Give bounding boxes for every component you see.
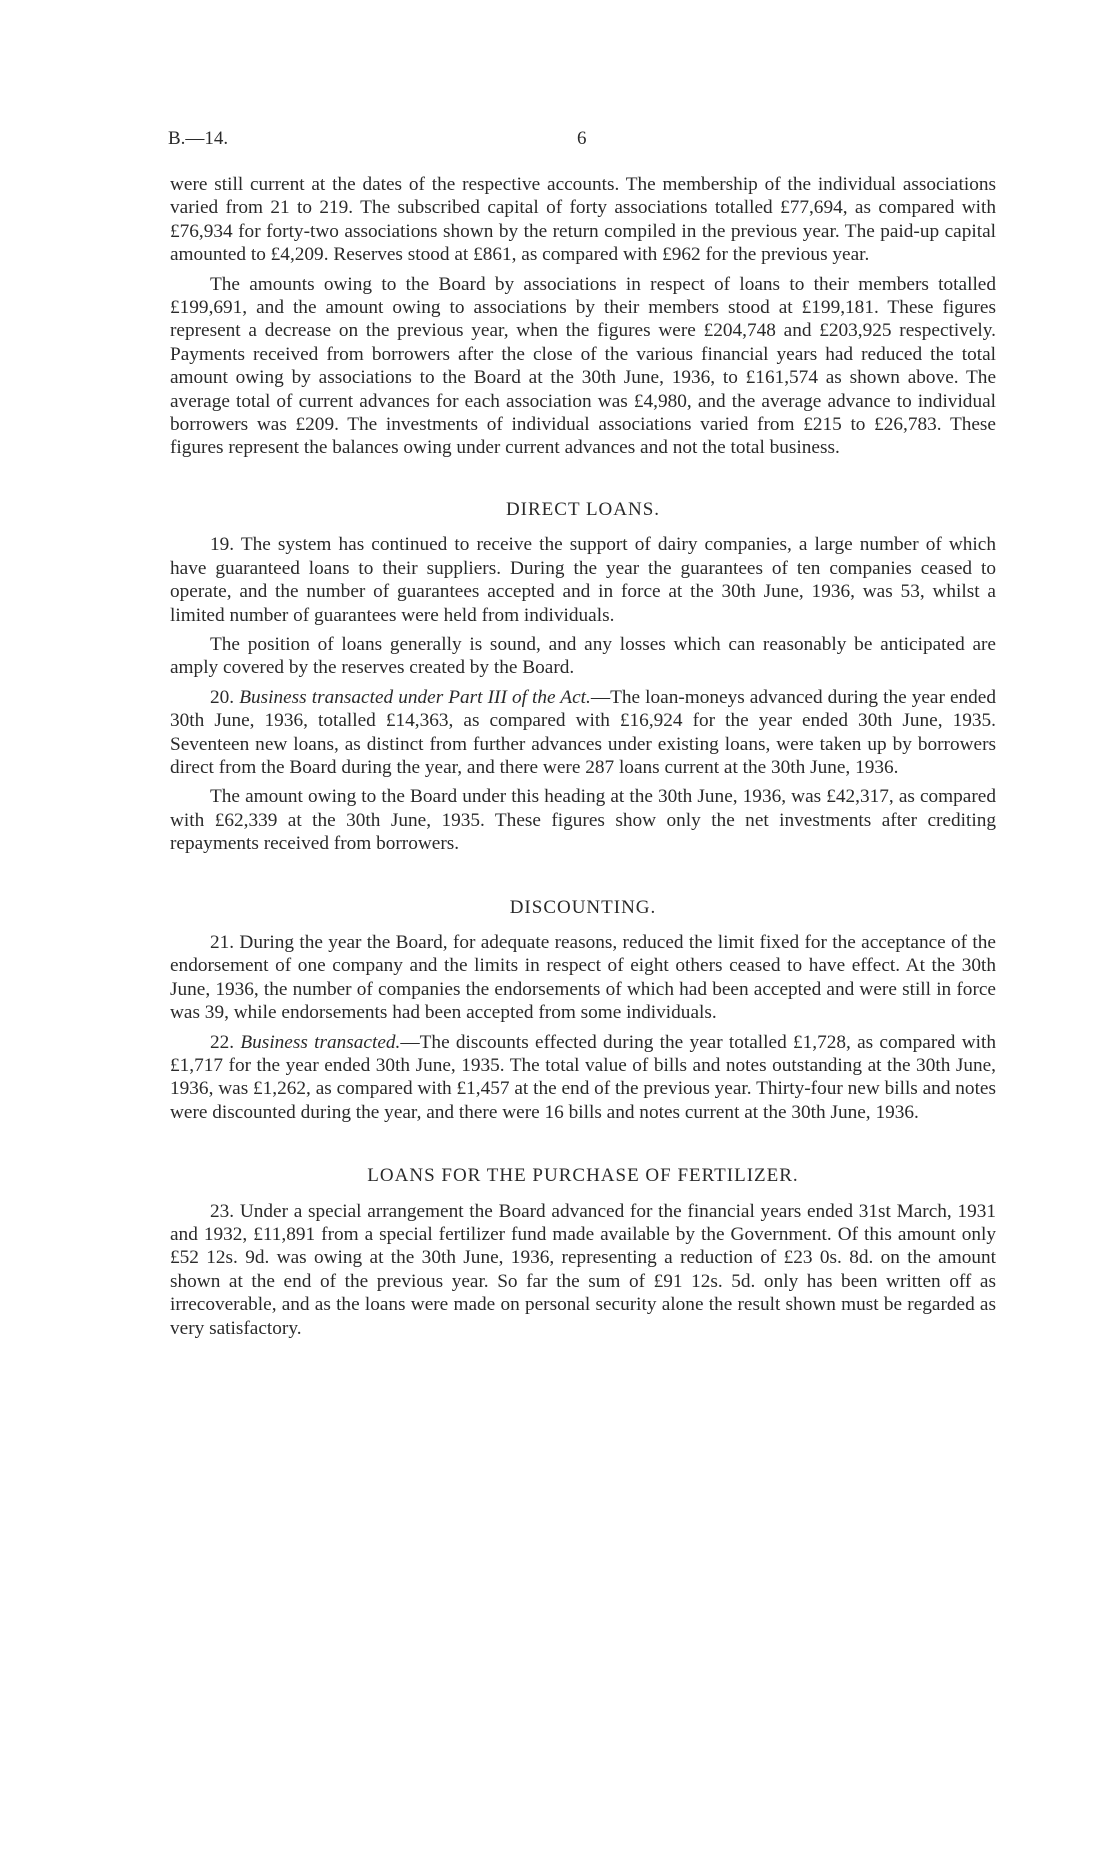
paragraph-20-text: —The loan-moneys advanced during the year ended 30th June, 1936, totalled £14,363, as compared with £16,924 for the year ended 30th June, 1935. Seventeen new loans, as distinct from further advances under existing loans, were taken up by borrowers direct from the Board during the year, and there were 287 loans current at the 30th June, 1936.	[170, 686, 996, 778]
page-header	[168, 128, 998, 152]
paragraph-20	[170, 686, 996, 780]
paragraph-21: 21. During the year the Board, for adequate reasons, reduced the limit fixed for the acceptance of the endorsement of one company and the limits in respect of eight others ceased to have effect. At the 30th June, 1936, the number of companies the endorsements of which had been accepted and were still in force was 39, while endorsements had been accepted from some individuals.	[170, 931, 996, 1024]
paragraph-19-continued: The position of loans generally is sound, and any losses which can reasonably be anticipated are amply covered by the reserves created by the Board.	[170, 633, 996, 679]
paragraph-23: 23. Under a special arrangement the Board advanced for the financial years ended 31st March, 1931 and 1932, £11,891 from a special fertilizer fund made available by the Government. Of this amount only £52 12s. 9d. was owing at the 30th June, 1936, representing a reduction of £23 0s. 8d. on the amount shown at the end of the previous year. So far the sum of £91 12s. 5d. only has been written off as irrecoverable, and as the loans were made on personal security alone the result shown must be regarded as very satisfactory.	[170, 1200, 996, 1339]
paragraph-19: 19. The system has continued to receive the support of dairy companies, a large number of which have guaranteed loans to their suppliers. During the year the guarantees of ten companies ceased to operate, and the number of guarantees accepted and in force at the 30th June, 1936, was 53, whilst a limited number of guarantees were held from individuals.	[170, 534, 996, 626]
page-number: 6	[577, 128, 587, 149]
paragraph-association-loans: The amounts owing to the Board by associations in respect of loans to their members totalled £199,691, and the amount owing to associations by their members stood at £199,181. These figures represent a decrease on the previous year, when the figures were £204,748 and £203,925 respectively. Payments received from borrowers after the close of the various financial years had reduced the total amount owing by associations to the Board at the 30th June, 1936, to £161,574 as shown above. The average total of current advances for each association was £4,980, and the average advance to individual borrowers was £209. The investments of individual associations varied from £215 to £26,783. These figures represent the balances owing under current advances and not the total business.	[170, 273, 996, 459]
paragraph-22	[170, 1031, 996, 1125]
heading-fertilizer-loans: LOANS FOR THE PURCHASE OF FERTILIZER.	[367, 1165, 799, 1187]
paragraph-continued: were still current at the dates of the respective accounts. The membership of the individual associations varied from 21 to 219. The subscribed capital of forty associations totalled £77,694, as compared with £76,934 for forty-two associations shown by the return compiled in the previous year. The paid-up capital amounted to £4,209. Reserves stood at £861, as compared with £962 for the previous year.	[170, 174, 996, 266]
document-reference: B.—14.	[168, 128, 229, 149]
heading-discounting: DISCOUNTING.	[509, 896, 657, 918]
paragraph-20-sidehead: Business transacted under Part III of the Act.	[239, 686, 591, 708]
document-body	[170, 173, 996, 1346]
paragraph-22-text: —The discounts effected during the year totalled £1,728, as compared with £1,717 for the year ended 30th June, 1935. The total value of bills and notes outstanding at the 30th June, 1936, was £1,262, as compared with £1,457 at the end of the previous year. Thirty-four new bills and notes were discounted during the year, and there were 16 bills and notes current at the 30th June, 1936.	[170, 1031, 997, 1123]
paragraph-20-continued: The amount owing to the Board under this heading at the 30th June, 1936, was £42,317, as compared with £62,339 at the 30th June, 1935. These figures show only the net investments after crediting repayments received from borrowers.	[170, 786, 996, 855]
heading-direct-loans: DIRECT LOANS.	[505, 498, 661, 520]
paragraph-22-sidehead: Business transacted.	[240, 1031, 401, 1053]
paragraph-22-number: 22.	[210, 1031, 235, 1053]
paragraph-20-number: 20.	[210, 686, 235, 708]
